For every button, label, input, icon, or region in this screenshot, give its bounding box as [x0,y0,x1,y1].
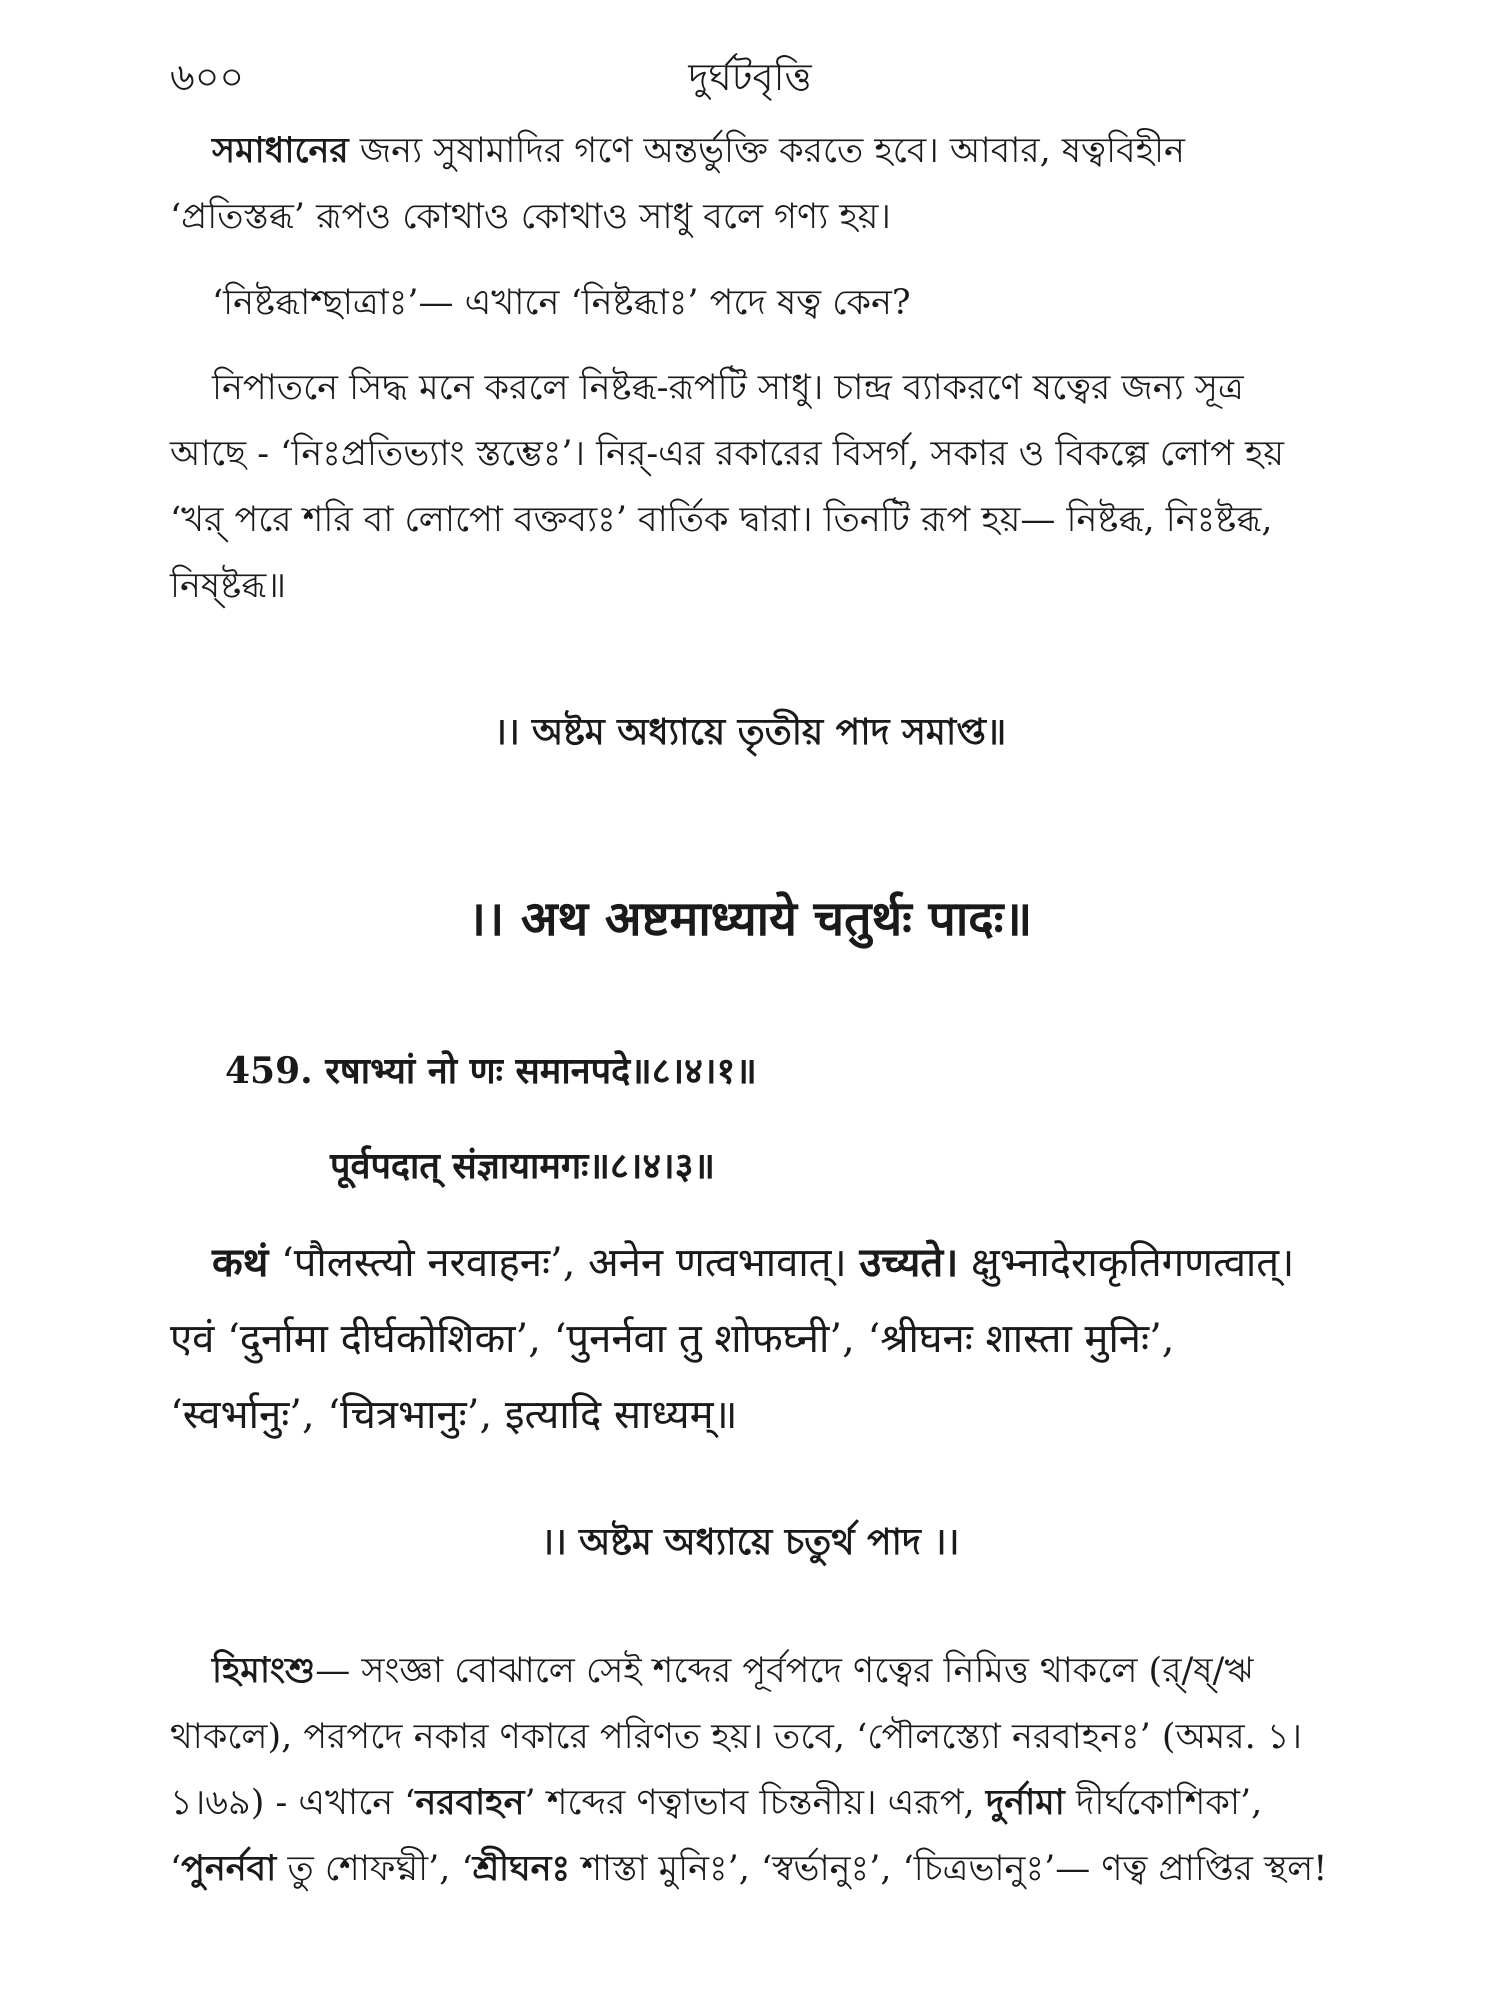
paragraph-text: দীর্ঘকোশিকা’, ‘ [170,1783,1263,1889]
paragraph-nipatan [170,355,1330,619]
paragraph-lead-word: সমাধানের [212,130,349,171]
section-title-fourth-pada: ।। अथ अष्टमाध्याये चतुर्थः पादः॥ [467,891,1033,947]
paragraph-text: নিপাতনে সিদ্ধ মনে করলে নিষ্টব্ধ-রূপটি সাধু। চান্দ্র ব্যাকরণে ষত্বের জন্য সূত্র আছে - ‘নিঃপ্রতিভ্যাং স্তম্ভেঃ’। নির্-এর রকারের বিসর্গ, সকার ও বিকল্পে লোপ হয় ‘খর্ পরে শরি বা লোপো বক্তব্যঃ’ বার্তিক দ্বারা। তিনটি রূপ হয়— নিষ্টব্ধ, নিঃষ্টব্ধ, নিষ্ষ্টব্ধ॥ [170,368,1285,606]
section-end-third-pada: ।। অষ্টম অধ্যায়ে তৃতীয় পাদ সমাপ্ত॥ [493,711,1007,753]
sutra-459: 459. रषाभ्यां नो णः समानपदे॥८।४।१॥ [225,1050,757,1092]
paragraph-text: তু শোফঘ্নী’, ‘ [276,1849,473,1889]
paragraph-samadhan [170,118,1330,250]
commentary-answer: उच्यते। [859,1239,959,1286]
running-title: দুর্ঘটবৃত্তি [688,55,812,99]
paragraph-text: জন্য সুষামাদির গণে অন্তর্ভুক্তি করতে হবে। আবার, ষত্ববিহীন ‘প্রতিস্তব্ধ’ রূপও কোথাও কোথাও সাধু বলে গণ্য হয়। [170,131,1185,237]
page-number: ৬০০ [170,55,245,99]
paragraph-text: — সংজ্ঞা বোঝালে সেই শব্দের পূর্বপদে ণত্বের নিমিত্ত থাকলে (র্/ষ্/ঋ থাকলে), পরপদে নকার ণকারে পরিণত হয়। তবে, ‘পৌলস্ত্যো নরবাহনঃ’ (অমর. ১।১।৬৯) - এখানে ‘ [170,1651,1303,1823]
paragraph-text: ‘নিষ্টব্ধাশ্ছাত্রাঃ’— এখানে ‘নিষ্টব্ধাঃ’ পদে ষত্ব কেন? [212,283,911,323]
commentary-text: क्षुभ्नादेराकृतिगणत्वात्। एवं ‘दुर्नामा दीर्घकोशिका’, ‘पुनर्नवा तु शोफघ्नी’, ‘श्रीघनः शास्ता मुनिः’, ‘स्वर्भानुः’, ‘चित्रभानुः’, इत्यादि साध्यम्॥ [170,1240,1295,1438]
bold-term: নরবাহন [415,1782,525,1823]
section-end-fourth-pada: ।। অষ্টম অধ্যায়ে চতুর্থ পাদ ।। [540,1521,960,1563]
paragraph-text: শাস্তা মুনিঃ’, ‘স্বর্ভানুঃ’, ‘চিত্রভানুঃ’— ণত্ব প্রাপ্তির স্থল! [570,1849,1328,1889]
bold-term: দুর্নামা [985,1782,1065,1823]
page-header [170,48,1330,108]
paragraph-text: ’ শব্দের ণত্বাভাব চিন্তনীয়। এরূপ, [524,1783,986,1823]
sanskrit-commentary [170,1225,1330,1453]
paragraph-question [170,270,1330,336]
himangshu-label: হিমাংশু [212,1650,316,1691]
paragraph-himangshu [170,1638,1330,1902]
commentary-text: ‘पौलस्त्यो नरवाहनः’, अनेन णत्वभावात्। [268,1240,860,1286]
bold-term: শ্রীঘনঃ [472,1848,571,1889]
bold-term: পুনর্নবা [181,1848,277,1889]
commentary-lead-word: कथं [212,1239,269,1286]
sutra-purvapadat: पूर्वपदात् संज्ञायामगः॥८।४।३॥ [330,1145,715,1187]
